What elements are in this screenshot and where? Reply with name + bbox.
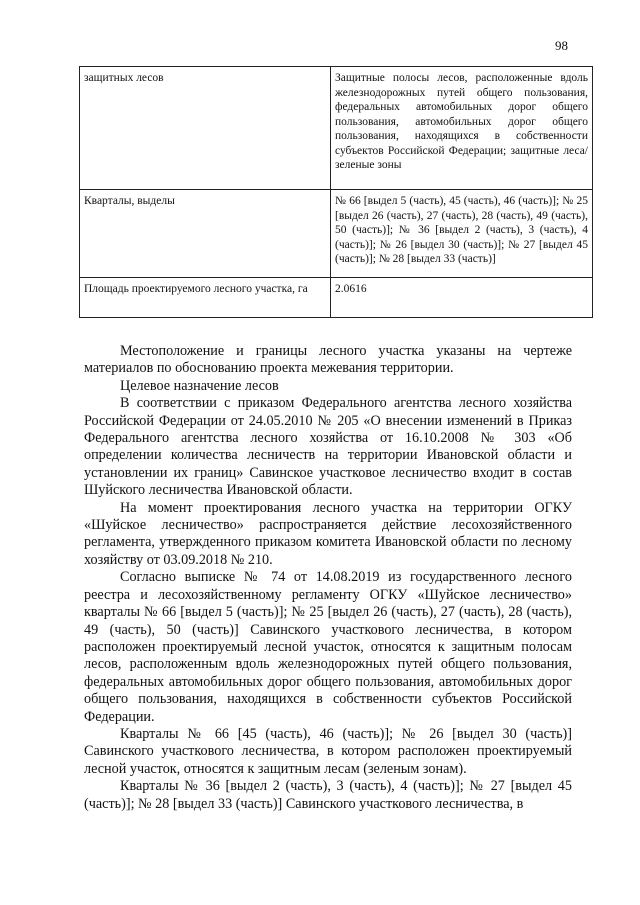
table-row bbox=[80, 278, 593, 318]
table-cell-value: № 66 [выдел 5 (часть), 45 (часть), 46 (часть)]; № 25 [выдел 26 (часть), 27 (часть), 28 (часть), 49 (часть), 50 (часть)]; № 36 [выдел 2 (часть), 3 (часть), 4 (часть)]; № 26 [выдел 30 (часть)]; № 27 [выдел 45 (часть)]; № 28 [выдел 33 (часть)] bbox=[331, 190, 593, 278]
table-row bbox=[80, 67, 593, 190]
table-cell-label: Площадь проектируемого лесного участка, га bbox=[80, 278, 331, 318]
section-heading-purpose: Целевое назначение лесов bbox=[120, 377, 279, 394]
table-cell-label: защитных лесов bbox=[80, 67, 331, 190]
paragraph-extract-74: Согласно выписке № 74 от 14.08.2019 из государственного лесного реестра и лесохозяйственному регламенту ОГКУ «Шуйское лесничество» кварталы № 66 [выдел 5 (часть)]; № 25 [выдел 26 (часть), 27 (часть), 28 (часть), 49 (часть), 50 (часть)] Савинского участкового лесничества, в котором расположен проектируемый лесной участок, относятся к защитным полосам лесов, расположенным вдоль железнодорожных путей общего пользования, федеральных автомобильных дорог общего пользования, автомобильных дорог общего пользования, находящихся в собственности субъектов Российской Федерации. bbox=[84, 569, 572, 725]
body-text bbox=[84, 343, 572, 813]
table-cell-value: 2.0616 bbox=[331, 278, 593, 318]
paragraph-location: Местоположение и границы лесного участка указаны на чертеже материалов по обоснованию проекта межевания территории. bbox=[84, 343, 572, 377]
table-cell-value: Защитные полосы лесов, расположенные вдоль железнодорожных путей общего пользования, федеральных автомобильных дорог общего пользования, автомобильных дорог общего пользования, находящихся в собственности субъектов Российской Федерации; защитные леса/зеленые зоны bbox=[331, 67, 593, 190]
table-cell-label: Кварталы, выделы bbox=[80, 190, 331, 278]
page-number: 98 bbox=[555, 38, 568, 53]
paragraph-regulation: На момент проектирования лесного участка на территории ОГКУ «Шуйское лесничество» распространяется действие лесохозяйственного регламента, утвержденного приказом комитета Ивановской области по лесному хозяйству от 03.09.2018 № 210. bbox=[84, 499, 572, 568]
paragraph-green-zones: Кварталы № 66 [45 (часть), 46 (часть)]; № 26 [выдел 30 (часть)] Савинского участкового лесничества, в котором расположен проектируемый лесной участок, относятся к защитным лесам (зеленым зонам). bbox=[84, 725, 572, 777]
paragraph-quarters-36: Кварталы № 36 [выдел 2 (часть), 3 (часть), 4 (часть)]; № 27 [выдел 45 (часть)]; № 28 [выдел 33 (часть)] Савинского участкового лесничества, в bbox=[84, 778, 572, 812]
forest-plot-info-table bbox=[79, 66, 593, 318]
paragraph-order-205: В соответствии с приказом Федерального агентства лесного хозяйства Российской Федерации от 24.05.2010 № 205 «О внесении изменений в Приказ Федерального агентства лесного хозяйства от 16.10.2008 № 303 «Об определении количества лесничеств на территории Ивановской области и установлении их границ» Савинское участковое лесничество входит в состав Шуйского лесничества Ивановской области. bbox=[84, 395, 572, 499]
table-row bbox=[80, 190, 593, 278]
